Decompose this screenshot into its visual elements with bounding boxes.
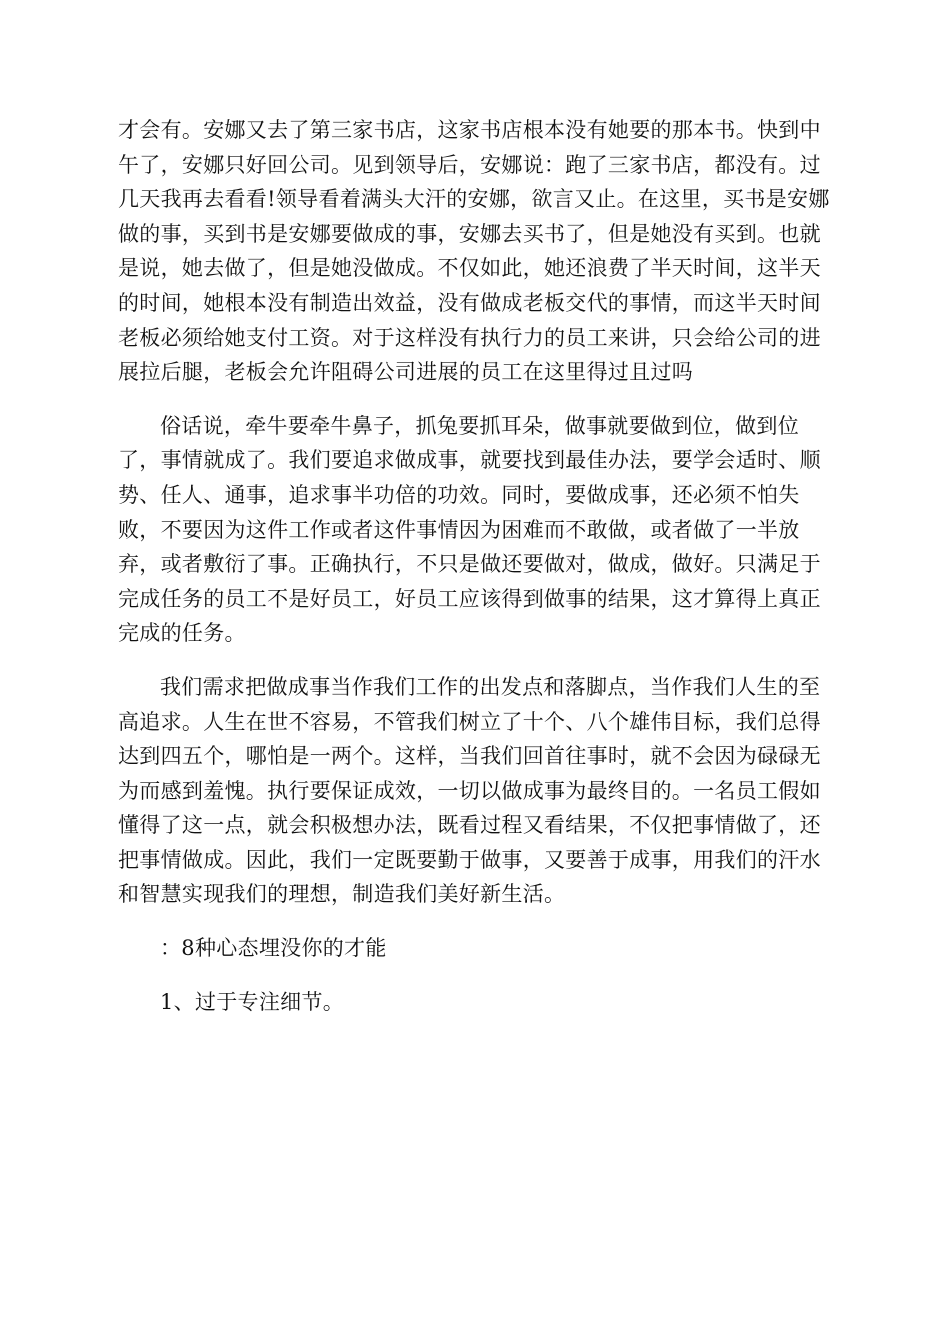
- paragraph-proverb: 俗话说，牵牛要牵牛鼻子，抓兔要抓耳朵，做事就要做到位，做到位了，事情就成了。我们要追求做成事，就要找到最佳办法，要学会适时、顺势、任人、通事，追求事半功倍的功效。同时，要做成事，还必须不怕失败，不要因为这件工作或者这件事情因为困难而不敢做，或者做了一半放弃，或者敷衍了事。正确执行，不只是做还要做对，做成，做好。只满足于完成任务的员工不是好员工，好员工应该得到做事的结果，这才算得上真正完成的任务。: [118, 413, 821, 646]
- list-item-1: 1、过于专注细节。: [160, 989, 345, 1014]
- section-heading: ：8种心态埋没你的才能: [160, 936, 387, 961]
- paragraph-continuation: 才会有。安娜又去了第三家书店，这家书店根本没有她要的那本书。快到中午了，安娜只好回公司。见到领导后，安娜说：跑了三家书店，都没有。过几天我再去看看!领导看着满头大汗的安娜，欲言又止。在这里，买书是安娜做的事，买到书是安娜要做成的事，安娜去买书了，但是她没有买到。也就是说，她去做了，但是她没做成。不仅如此，她还浪费了半天时间，这半天的时间，她根本没有制造出效益，没有做成老板交代的事情，而这半天时间老板必须给她支付工资。对于这样没有执行力的员工来讲，只会给公司的进展拉后腿，老板会允许阻碍公司进展的员工在这里得过且过吗: [118, 118, 830, 385]
- document-body: [118, 113, 833, 1019]
- paragraph-goal: 我们需求把做成事当作我们工作的出发点和落脚点，当作我们人生的至高追求。人生在世不容易，不管我们树立了十个、八个雄伟目标，我们总得达到四五个，哪怕是一两个。这样，当我们回首往事时，就不会因为碌碌无为而感到羞愧。执行要保证成效，一切以做成事为最终目的。一名员工假如懂得了这一点，就会积极想办法，既看过程又看结果，不仅把事情做了，还把事情做成。因此，我们一定既要勤于做事，又要善于成事，用我们的汗水和智慧实现我们的理想，制造我们美好新生活。: [118, 674, 821, 907]
